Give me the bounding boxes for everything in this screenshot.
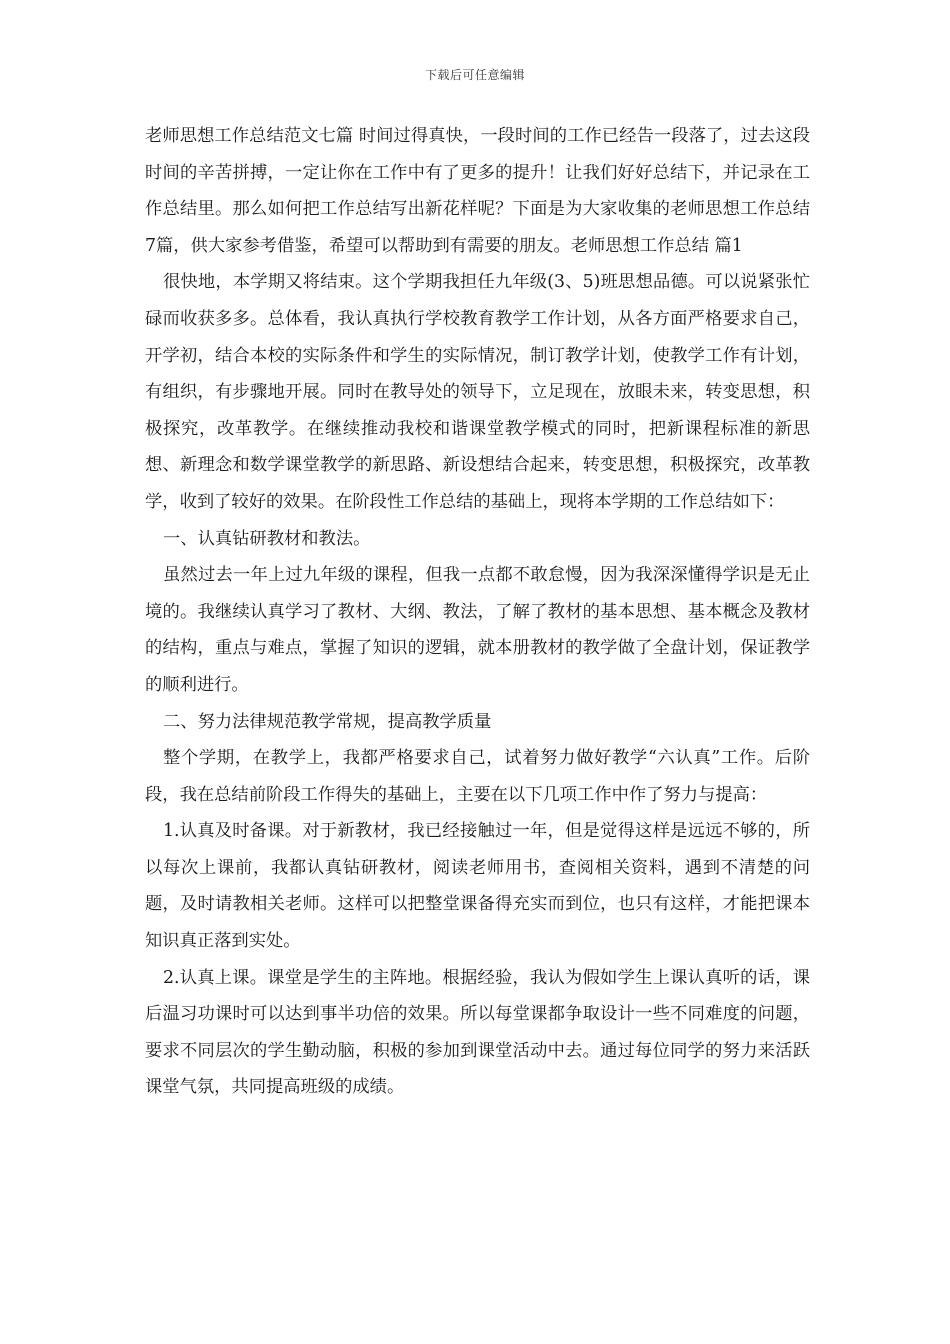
list-item-paragraph: 1.认真及时备课。对于新教材，我已经接触过一年，但是觉得这样是远远不够的，所以每次上课前，我都认真钻研教材，阅读老师用书，查阅相关资料，遇到不清楚的问题，及时请教相关老师。这样可以把整堂课备得充实而到位，也只有这样，才能把课本知识真正落到实处。: [145, 821, 810, 952]
document-body: [145, 118, 810, 1106]
header-note: 下载后可任意编辑: [424, 68, 525, 82]
intro-paragraph: 老师思想工作总结范文七篇 时间过得真快，一段时间的工作已经告一段落了，过去这段时间的辛苦拼搏，一定让你在工作中有了更多的提升！让我们好好总结下，并记录在工作总结里。那么如何把工作总结写出新花样呢？下面是为大家收集的老师思想工作总结7篇，供大家参考借鉴，希望可以帮助到有需要的朋友。老师思想工作总结 篇1: [145, 126, 810, 256]
body-paragraph: 虽然过去一年上过九年级的课程，但我一点都不敢怠慢，因为我深深懂得学识是无止境的。我继续认真学习了教材、大纲、教法，了解了教材的基本思想、基本概念及教材的结构，重点与难点，掌握了知识的逻辑，就本册教材的教学做了全盘计划，保证教学的顺利进行。: [145, 565, 810, 695]
list-item-paragraph: 2.认真上课。课堂是学生的主阵地。根据经验，我认为假如学生上课认真听的话，课后温习功课时可以达到事半功倍的效果。所以每堂课都争取设计一些不同难度的问题，要求不同层次的学生勤动脑，积极的参加到课堂活动中去。通过每位同学的努力来活跃课堂气氛，共同提高班级的成绩。: [145, 967, 810, 1098]
body-paragraph: 很快地，本学期又将结束。这个学期我担任九年级(3、5)班思想品德。可以说紧张忙碌而收获多多。总体看，我认真执行学校教育教学工作计划，从各方面严格要求自己，开学初，结合本校的实际条件和学生的实际情况，制订教学计划，使教学工作有计划，有组织，有步骤地开展。同时在教导处的领导下，立足现在，放眼未来，转变思想，积极探究，改革教学。在继续推动我校和谐课堂教学模式的同时，把新课程标准的新思想、新理念和数学课堂教学的新思路、新设想结合起来，转变思想，积极探究，改革教学，收到了较好的效果。在阶段性工作总结的基础上，现将本学期的工作总结如下：: [145, 272, 810, 512]
section-heading: 一、认真钻研教材和教法。: [163, 528, 371, 549]
body-paragraph: 整个学期，在教学上，我都严格要求自己，试着努力做好教学“六认真”工作。后阶段，我在总结前阶段工作得失的基础上，主要在以下几项工作中作了努力与提高：: [145, 748, 810, 805]
section-heading: 二、努力法律规范教学常规，提高教学质量: [163, 711, 492, 732]
